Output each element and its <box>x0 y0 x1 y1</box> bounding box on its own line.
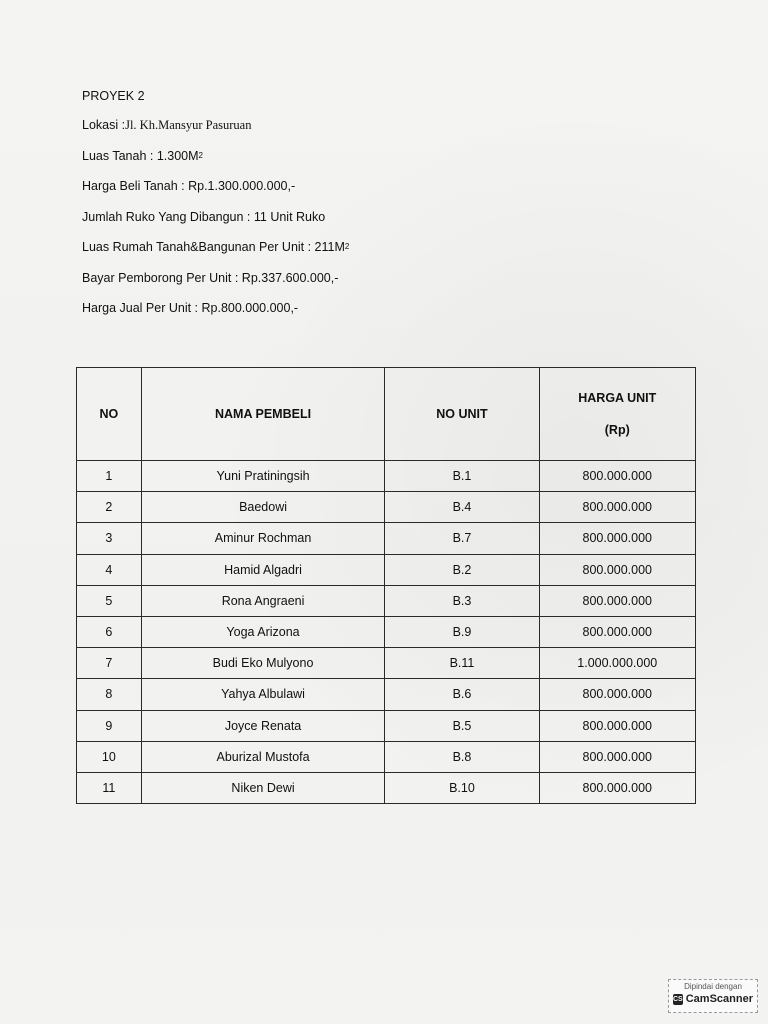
cell-nama-pembeli: Baedowi <box>141 492 385 523</box>
cell-no: 7 <box>77 648 142 679</box>
cell-nama-pembeli: Hamid Algadri <box>141 554 385 585</box>
cell-nama-pembeli: Budi Eko Mulyono <box>141 648 385 679</box>
header-harga-unit-currency: (Rp) <box>604 423 630 437</box>
lokasi-label: Lokasi : <box>82 118 126 132</box>
header-harga-unit-label: HARGA UNIT <box>578 391 657 405</box>
header-no-unit: NO UNIT <box>385 368 539 461</box>
cell-harga-unit: 800.000.000 <box>539 741 695 772</box>
cell-nama-pembeli: Joyce Renata <box>141 710 385 741</box>
cell-no: 6 <box>77 616 142 647</box>
lokasi-value: Jl. Kh.Mansyur Pasuruan <box>125 118 252 132</box>
project-info <box>82 90 349 324</box>
header-harga-unit <box>539 368 695 461</box>
luas-tanah-line: Luas Tanah : 1.300M 2 <box>82 148 203 163</box>
project-title: PROYEK 2 <box>82 89 145 103</box>
cell-no: 11 <box>77 772 142 803</box>
cell-harga-unit: 800.000.000 <box>539 461 695 492</box>
table-row <box>77 772 696 803</box>
table-row <box>77 616 696 647</box>
cell-no-unit: B.8 <box>385 741 539 772</box>
cell-harga-unit: 800.000.000 <box>539 710 695 741</box>
cell-no-unit: B.11 <box>385 648 539 679</box>
cell-no: 5 <box>77 585 142 616</box>
jumlah-ruko-line: Jumlah Ruko Yang Dibangun : 11 Unit Ruko <box>82 209 326 224</box>
table-row <box>77 741 696 772</box>
watermark-caption: Dipindai dengan <box>684 982 742 991</box>
table-row <box>77 554 696 585</box>
cell-nama-pembeli: Yoga Arizona <box>141 616 385 647</box>
lokasi-line <box>82 110 349 141</box>
table-body <box>77 461 696 804</box>
cell-harga-unit: 800.000.000 <box>539 772 695 803</box>
luas-rumah-line: Luas Rumah Tanah&Bangunan Per Unit : 211M 2 <box>82 240 350 254</box>
table-header-row <box>77 368 696 461</box>
header-nama-pembeli: NAMA PEMBELI <box>141 368 385 461</box>
bayar-pemborong-line: Bayar Pemborong Per Unit : Rp.337.600.000,- <box>82 270 339 285</box>
cell-no-unit: B.4 <box>385 492 539 523</box>
table-row <box>77 710 696 741</box>
watermark-brand-row <box>673 994 753 1005</box>
buyers-table <box>76 367 696 804</box>
cell-no-unit: B.5 <box>385 710 539 741</box>
cell-no-unit: B.9 <box>385 616 539 647</box>
cell-no: 3 <box>77 523 142 554</box>
table-row <box>77 523 696 554</box>
table-row <box>77 461 696 492</box>
cell-no-unit: B.2 <box>385 554 539 585</box>
watermark-brand: CamScanner <box>685 993 753 1005</box>
cell-harga-unit: 800.000.000 <box>539 492 695 523</box>
cell-nama-pembeli: Yahya Albulawi <box>141 679 385 710</box>
cell-harga-unit: 800.000.000 <box>539 523 695 554</box>
cell-no-unit: B.7 <box>385 523 539 554</box>
cell-harga-unit: 1.000.000.000 <box>539 648 695 679</box>
camscanner-watermark <box>668 979 758 1013</box>
header-no: NO <box>77 368 142 461</box>
table-row <box>77 679 696 710</box>
table-row <box>77 492 696 523</box>
cell-no: 2 <box>77 492 142 523</box>
luas-rumah-text: Luas Rumah Tanah&Bangunan Per Unit : 211M <box>82 240 345 254</box>
cell-no-unit: B.6 <box>385 679 539 710</box>
cell-no-unit: B.1 <box>385 461 539 492</box>
cell-no: 1 <box>77 461 142 492</box>
cell-no: 4 <box>77 554 142 585</box>
cell-no: 9 <box>77 710 142 741</box>
cell-nama-pembeli: Aminur Rochman <box>141 523 385 554</box>
cell-harga-unit: 800.000.000 <box>539 616 695 647</box>
luas-tanah-text: Luas Tanah : 1.300M <box>82 148 199 163</box>
cell-harga-unit: 800.000.000 <box>539 585 695 616</box>
cell-nama-pembeli: Niken Dewi <box>141 772 385 803</box>
cell-no: 10 <box>77 741 142 772</box>
cell-no-unit: B.3 <box>385 585 539 616</box>
cell-no: 8 <box>77 679 142 710</box>
harga-jual-line: Harga Jual Per Unit : Rp.800.000.000,- <box>82 301 299 315</box>
cell-harga-unit: 800.000.000 <box>539 554 695 585</box>
cell-nama-pembeli: Aburizal Mustofa <box>141 741 385 772</box>
harga-beli-line: Harga Beli Tanah : Rp.1.300.000.000,- <box>82 179 296 193</box>
table-row <box>77 648 696 679</box>
cell-no-unit: B.10 <box>385 772 539 803</box>
camscanner-logo-icon: CS <box>673 996 683 1003</box>
cell-nama-pembeli: Yuni Pratiningsih <box>141 461 385 492</box>
cell-harga-unit: 800.000.000 <box>539 679 695 710</box>
cell-nama-pembeli: Rona Angraeni <box>141 585 385 616</box>
table-row <box>77 585 696 616</box>
